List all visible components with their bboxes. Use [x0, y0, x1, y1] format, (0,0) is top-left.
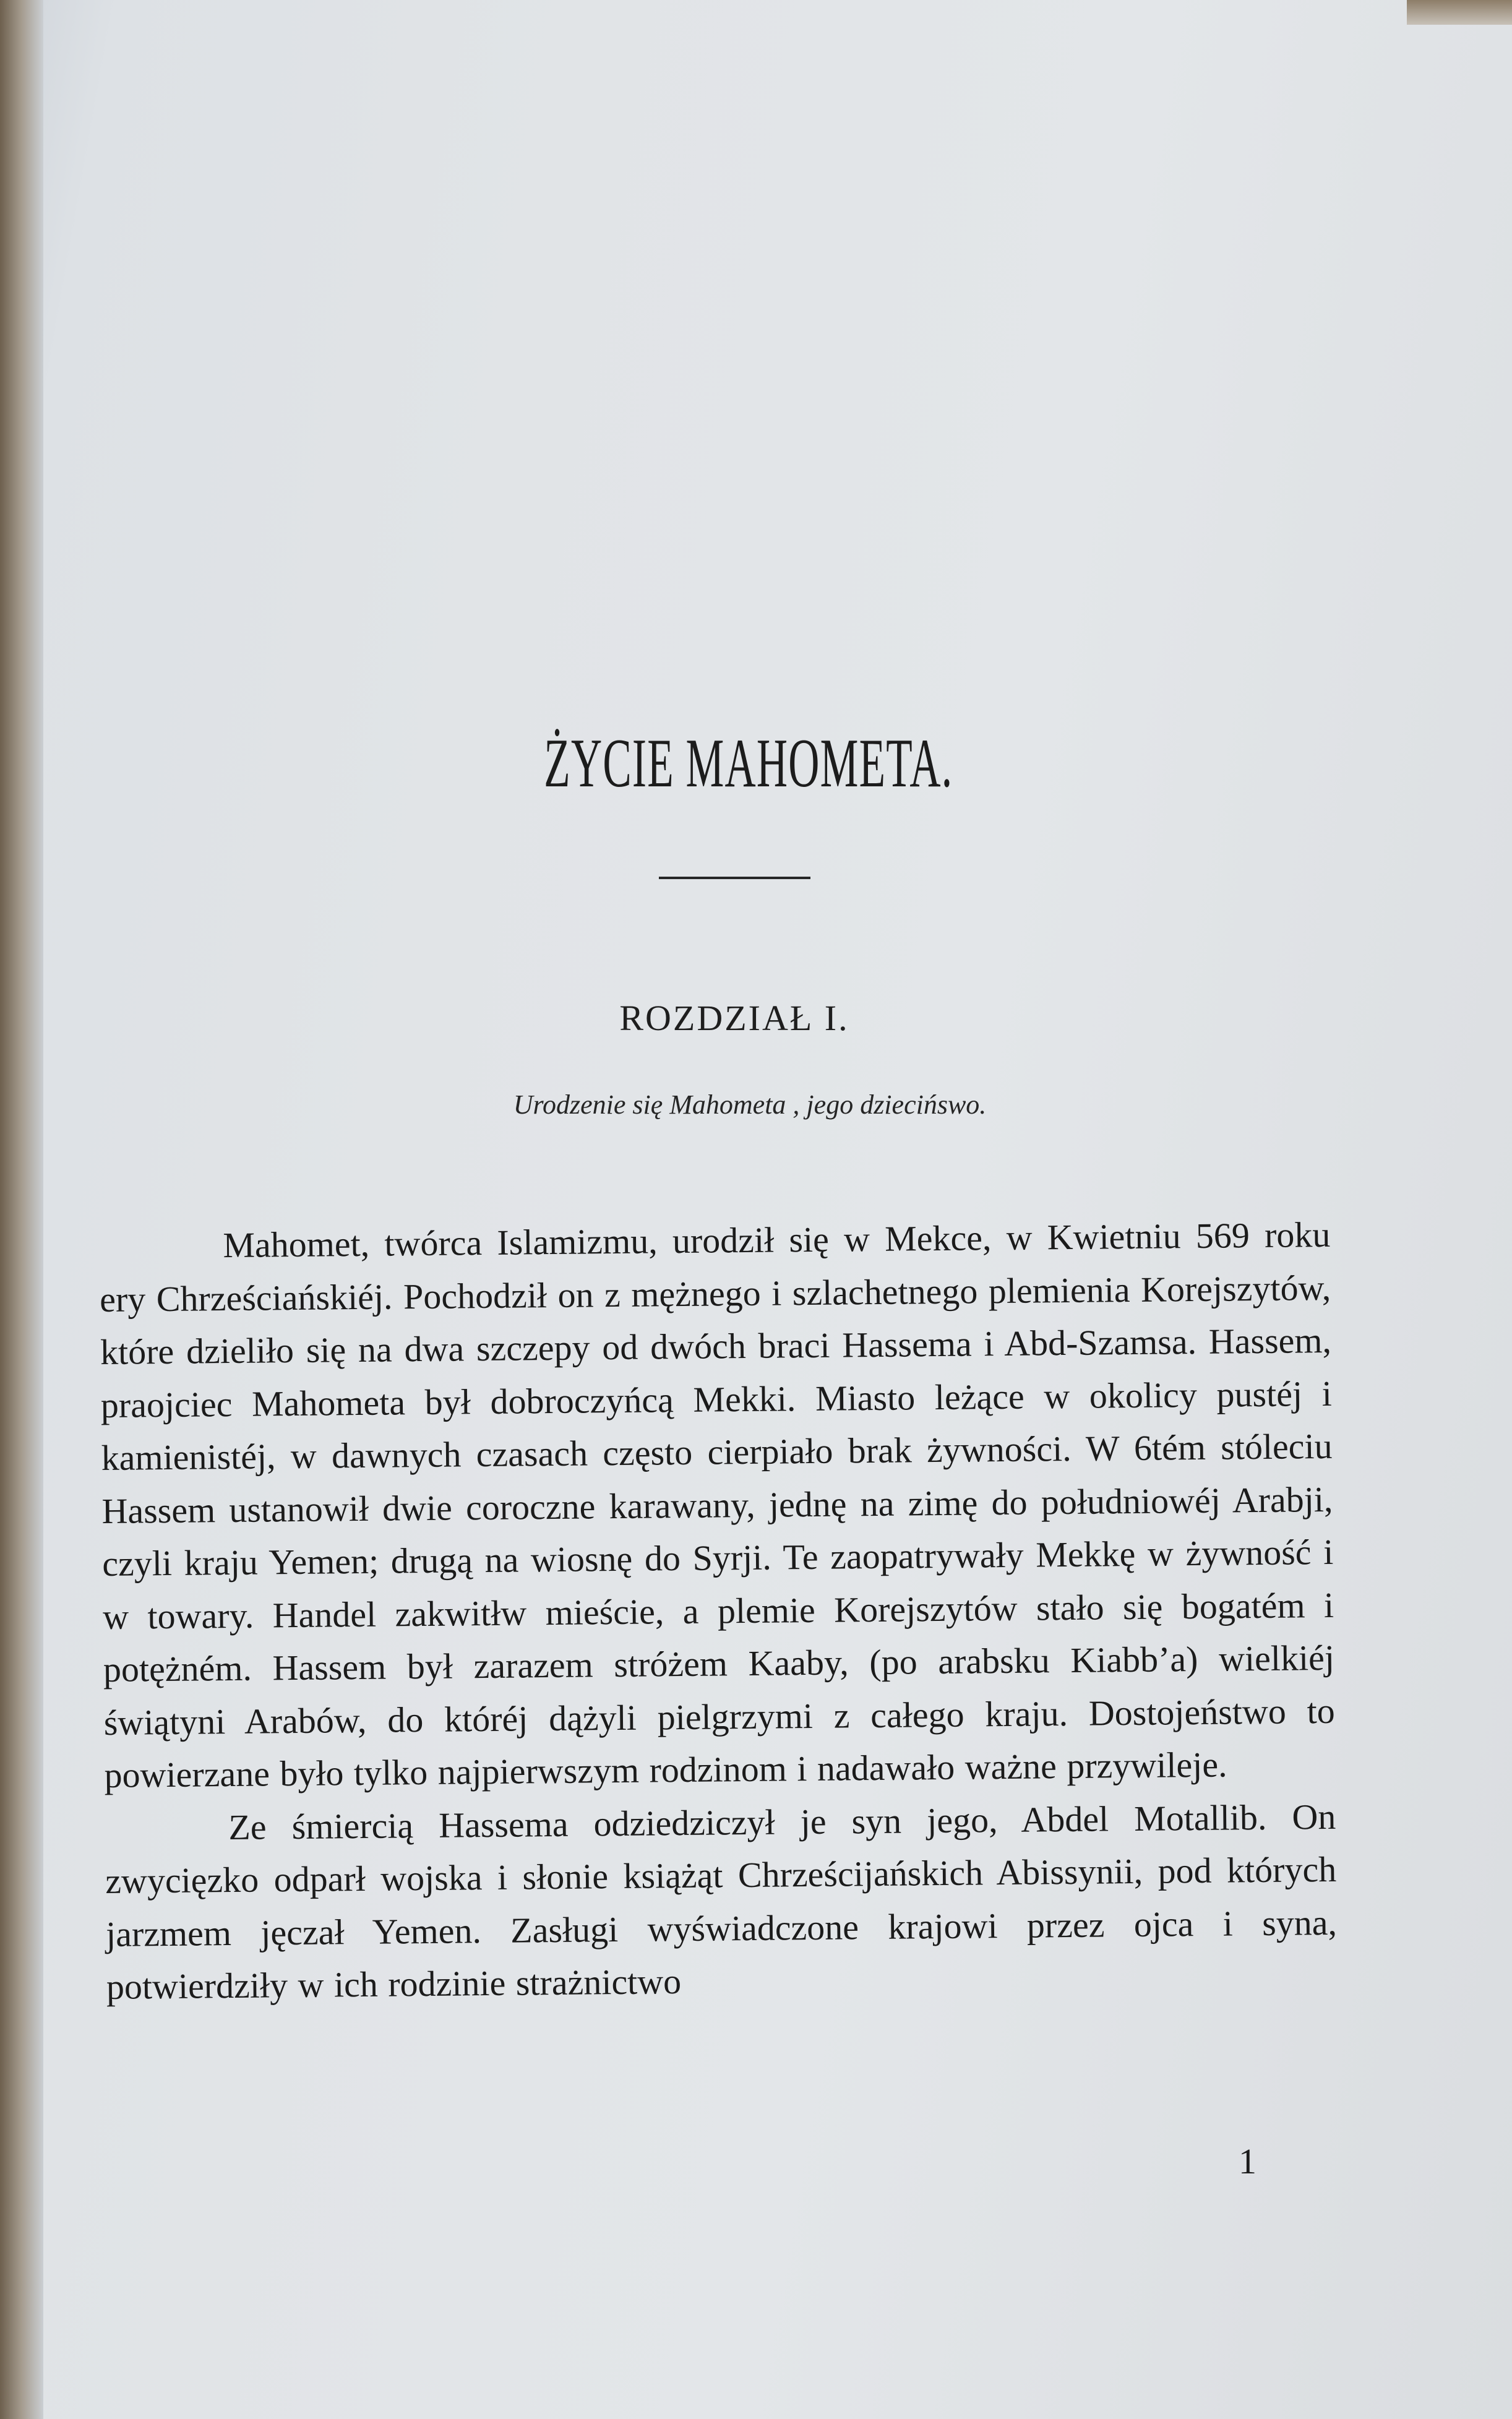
page-edge-shadow — [0, 0, 43, 2419]
page-number: 1 — [1239, 2141, 1256, 2181]
title-divider — [659, 877, 810, 879]
paragraph-1: Mahomet, twórca Islamizmu, urodził się w Mekce, w Kwietniu 569 roku ery Chrześciańskiéj. Pochodził on z mężnego i szlachetnego plemienia Korejszytów, które dzieliło się na dwa szczepy od dwóch braci Hassema i Abd-Szamsa. Hassem, praojciec Mahometa był dobroczyńcą Mekki. Miasto leżące w okolicy pustéj i kamienistéj, w dawnych czasach często cierpiało brak żywności. W 6tém stóleciu Hassem ustanowił dwie coroczne karawany, jednę na zimę do południowéj Arabji, czyli kraju Yemen; drugą na wiosnę do Syrji. Te zaopatrywały Mekkę w żywność i w towary. Handel zakwitłw mieście, a plemie Korejszytów stało się bogatém i potężném. Hassem był zarazem stróżem Kaaby, (po arabsku Kiabb’a) wielkiéj świątyni Arabów, do któréj dążyli pielgrzymi z całego kraju. Dostojeństwo to powierzane było tylko najpierwszym rodzinom i nadawało ważne przywileje. — [99, 1214, 1336, 1795]
chapter-subtitle: Urodzenie się Mahometa , jego dziecińswo. — [513, 1089, 987, 1120]
body-text — [99, 1208, 1338, 2014]
paragraph-2: Ze śmiercią Hassema odziedziczył je syn jego, Abdel Motallib. On zwycięzko odparł wojska i słonie książąt Chrześcijańskich Abissynii, pod których jarzmem jęczał Yemen. Zasługi wyświadczone krajowi przez ojca i syna, potwierdziły w ich rodzinie strażnictwo — [105, 1796, 1338, 2007]
chapter-heading: ROZDZIAŁ I. — [619, 998, 849, 1038]
book-title: ŻYCIE MAHOMETA. — [544, 725, 953, 802]
page-corner-background — [1407, 0, 1512, 25]
